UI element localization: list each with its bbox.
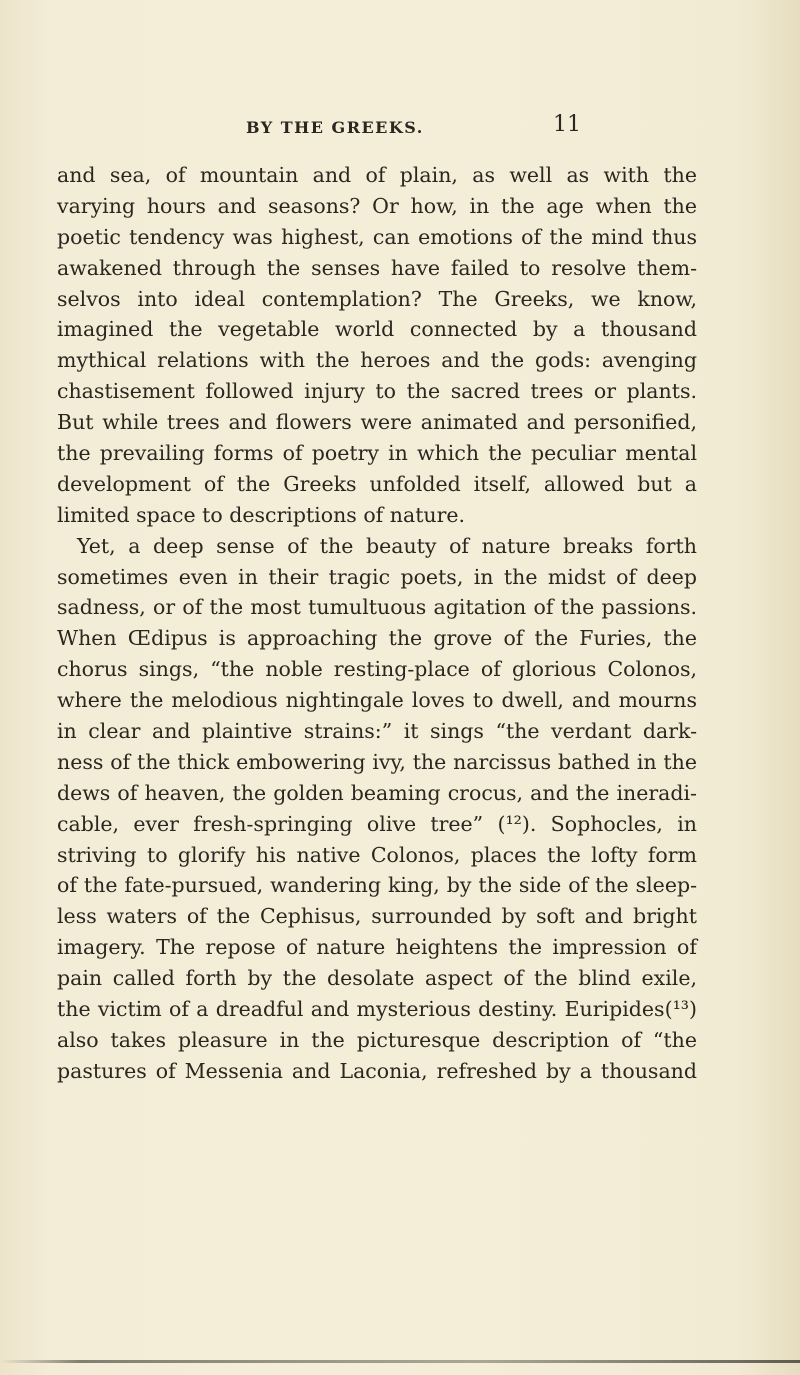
running-title: BY THE GREEKS.: [246, 118, 424, 137]
page-number: 11: [553, 112, 581, 137]
page-edge-rule: [0, 1360, 800, 1363]
text-line: dews of heaven, the golden beaming crocus, and the ineradi-: [57, 780, 697, 805]
text-line: pain called forth by the desolate aspect of the blind exile,: [57, 966, 697, 991]
text-line: sadness, or of the most tumultuous agitation of the passions.: [57, 595, 697, 620]
text-line: where the melodious nightingale loves to dwell, and mourns: [57, 688, 697, 713]
text-line: of the fate-pursued, wandering king, by the side of the sleep-: [57, 873, 697, 898]
text-line: When Œdipus is approaching the grove of the Furies, the: [57, 626, 697, 651]
text-line: and sea, of mountain and of plain, as well as with the: [57, 163, 697, 187]
text-line: imagery. The repose of nature heightens the impression of: [57, 935, 697, 960]
text-line: ness of the thick embowering ivy, the narcissus bathed in the: [57, 749, 697, 774]
text-line: awakened through the senses have failed to resolve them-: [57, 255, 697, 280]
text-line: sometimes even in their tragic poets, in the midst of deep: [57, 564, 697, 589]
text-line: development of the Greeks unfolded itself, allowed but a: [57, 471, 697, 496]
text-line: cable, ever fresh-springing olive tree” (¹²). Sophocles, in: [57, 811, 697, 836]
text-line: But while trees and flowers were animated and personified,: [57, 410, 697, 435]
text-line: less waters of the Cephisus, surrounded by soft and bright: [57, 904, 697, 929]
text-line: the prevailing forms of poetry in which the peculiar mental: [57, 441, 697, 466]
text-line: chastisement followed injury to the sacred trees or plants.: [57, 379, 697, 404]
text-line: limited space to descriptions of nature.: [57, 502, 466, 527]
running-head: [0, 112, 800, 142]
text-line: mythical relations with the heroes and the gods: avenging: [57, 348, 697, 373]
text-line: chorus sings, “the noble resting-place of glorious Colonos,: [57, 657, 697, 682]
text-line: pastures of Messenia and Laconia, refreshed by a thousand: [57, 1058, 697, 1083]
text-line: the victim of a dreadful and mysterious destiny. Euripides(¹³): [57, 997, 697, 1022]
text-line: in clear and plaintive strains:” it sings “the verdant dark-: [57, 719, 697, 744]
body-text: [57, 160, 697, 1087]
text-line: striving to glorify his native Colonos, places the lofty form: [57, 842, 697, 867]
text-line: imagined the vegetable world connected by a thousand: [57, 317, 697, 342]
text-line: poetic tendency was highest, can emotions of the mind thus: [57, 224, 697, 249]
text-line: selvos into ideal contemplation? The Greeks, we know,: [57, 286, 697, 311]
text-line: Yet, a deep sense of the beauty of nature breaks forth: [77, 533, 697, 558]
text-line: varying hours and seasons? Or how, in the age when the: [57, 193, 697, 218]
text-line: also takes pleasure in the picturesque description of “the: [57, 1027, 697, 1052]
